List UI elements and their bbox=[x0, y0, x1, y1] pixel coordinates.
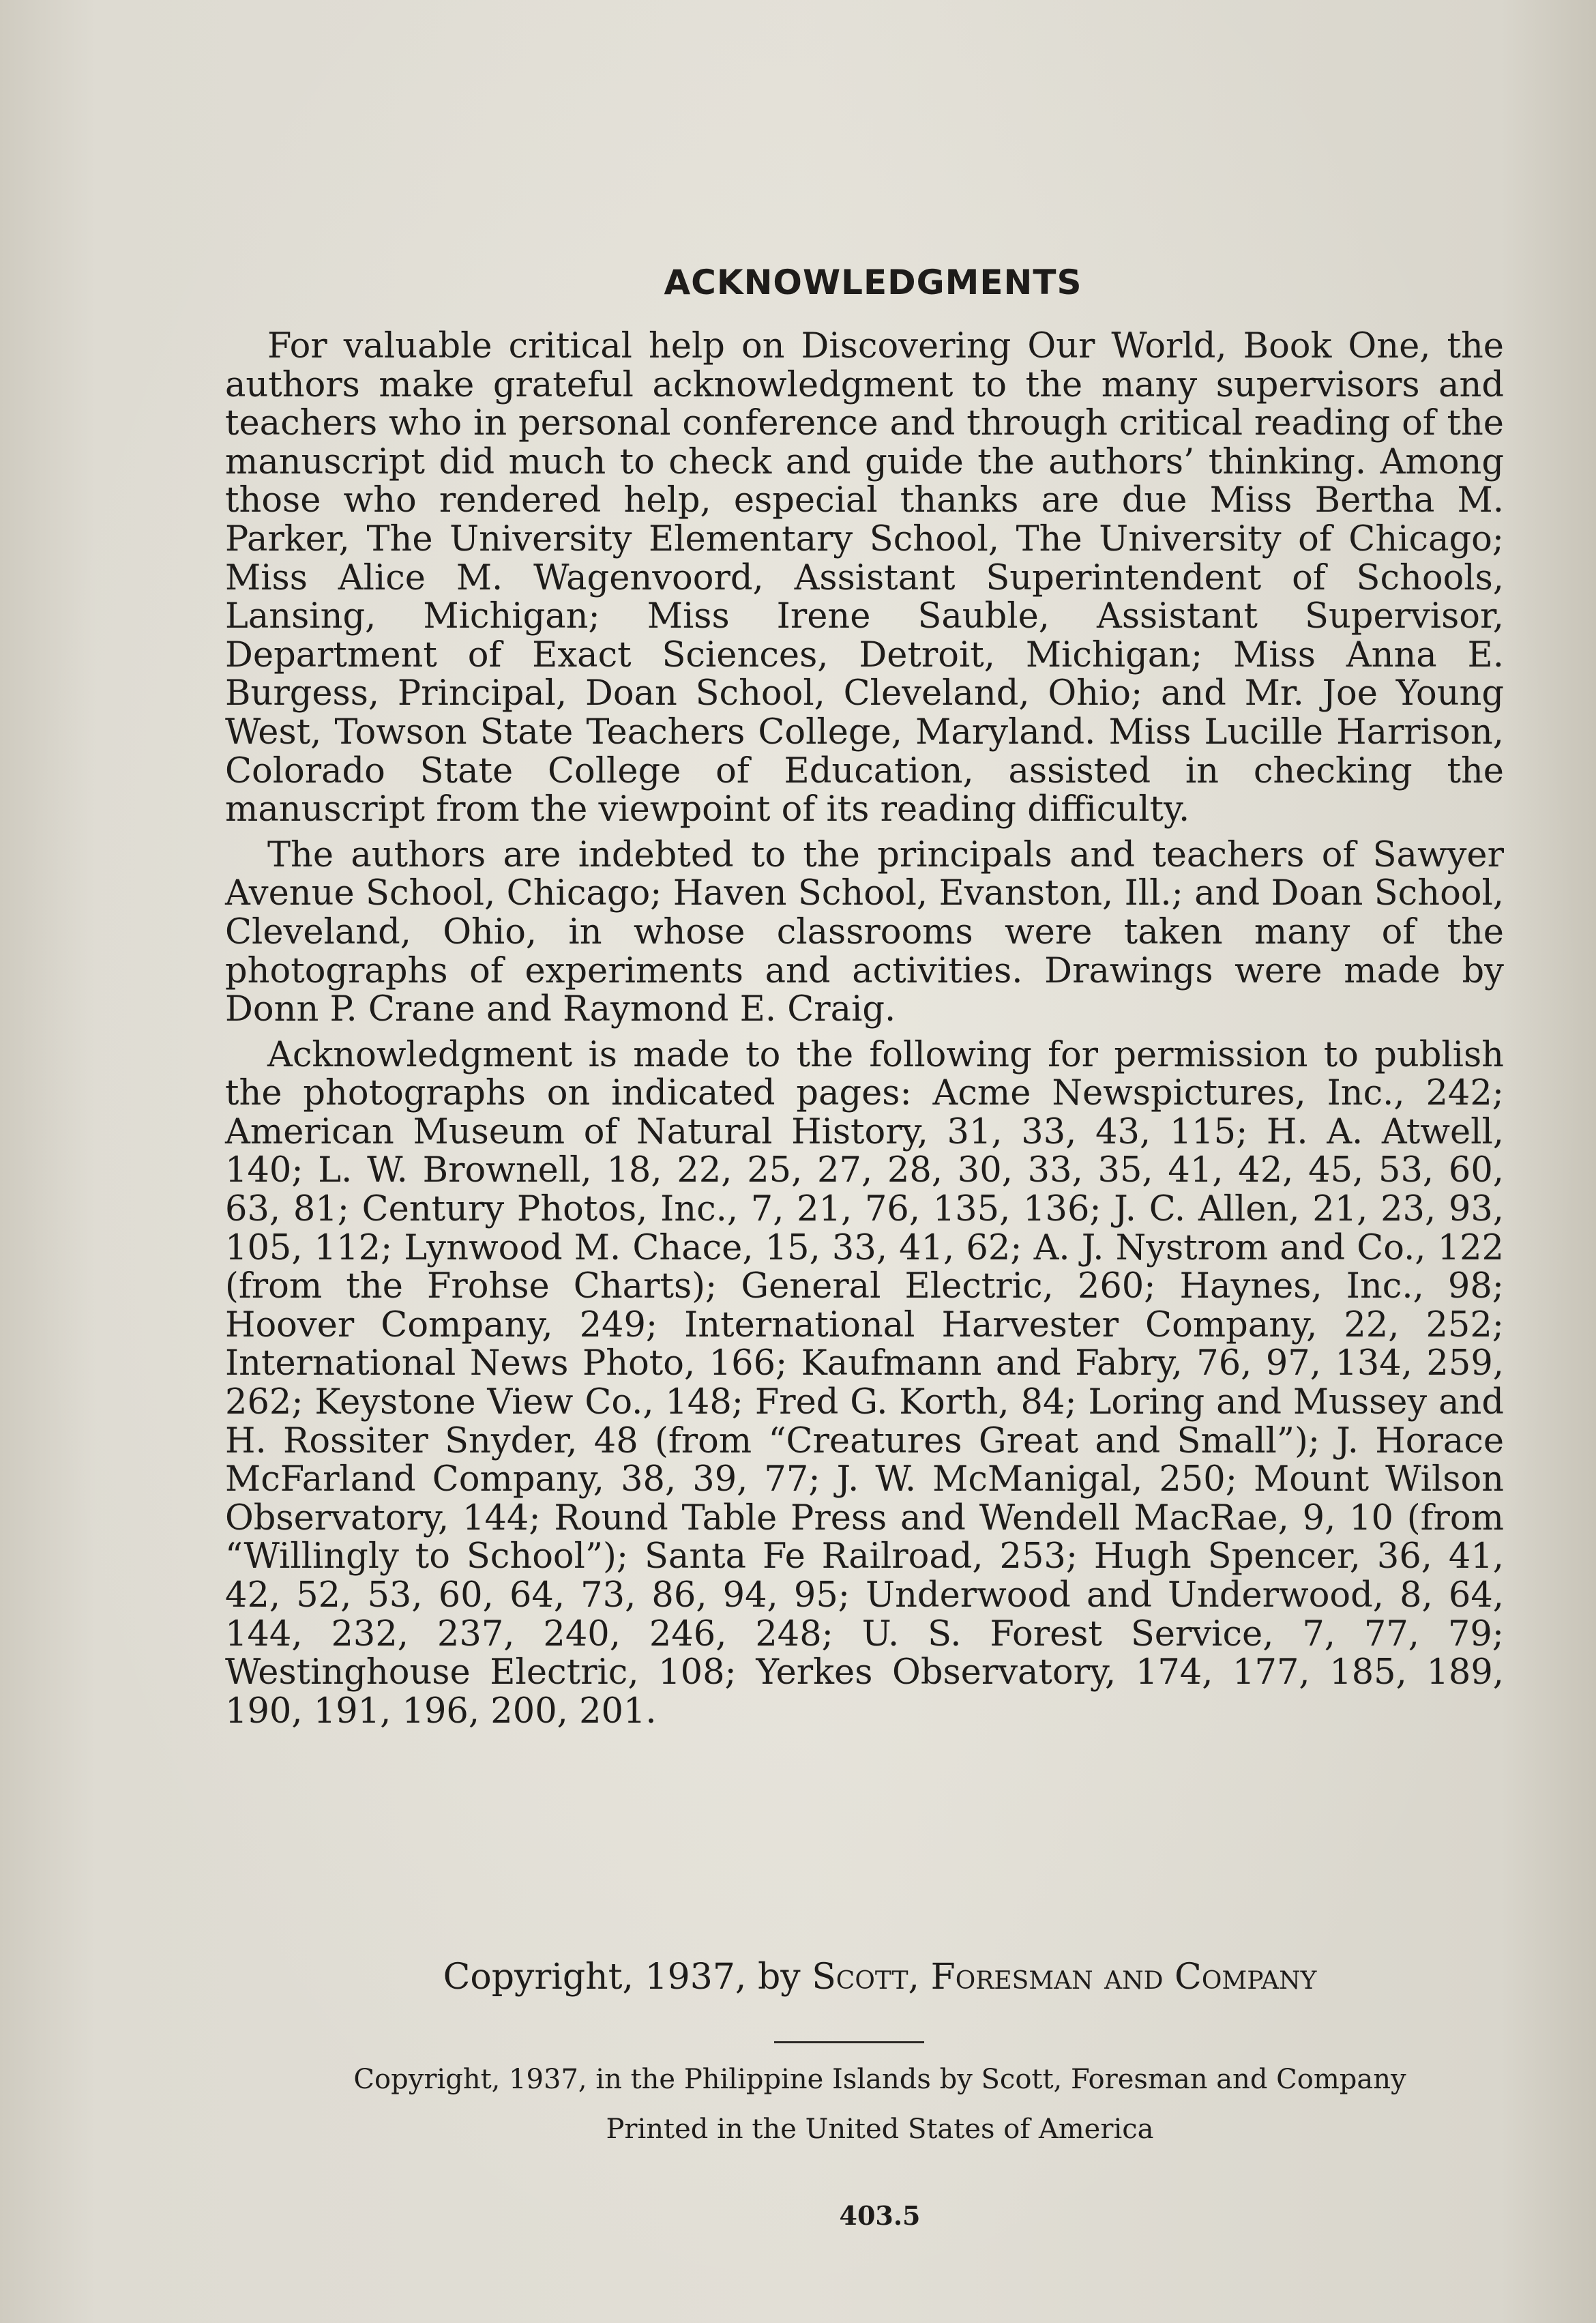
paragraph-photo-credits: Acknowledgment is made to the following for permission to publish the photographs on indicated pages: Acme Newspictures, Inc., 242; American Museum of Natural History, 31, 33, 43, 115; H. A. Atwell, 140; L. W. Brownell, 18, 22, 25, 27, 28, 30, 33, 35, 41, 42, 45, 53, 60, 63, 81; Century Photos, Inc., 7, 21, 76, 135, 136; J. C. Allen, 21, 23, 93, 105, 112; Lynwood M. Chace, 15, 33, 41, 62; A. J. Nystrom and Co., 122 (from the Frohse Charts); General Electric, 260; Haynes, Inc., 98; Hoover Company, 249; International Harvester Company, 22, 252; International News Photo, 166; Kaufmann and Fabry, 76, 97, 134, 259, 262; Keystone View Co., 148; Fred G. Korth, 84; Loring and Mussey and H. Rossiter Snyder, 48 (from “Creatures Great and Small”); J. Horace McFarland Company, 38, 39, 77; J. W. McManigal, 250; Mount Wilson Observatory, 144; Round Table Press and Wendell MacRae, 9, 10 (from “Willingly to School”); Santa Fe Railroad, 253; Hugh Spencer, 36, 41, 42, 52, 53, 60, 64, 73, 86, 94, 95; Underwood and Underwood, 8, 64, 144, 232, 237, 240, 246, 248; U. S. Forest Service, 7, 77, 79; Westinghouse Electric, 108; Yerkes Observatory, 174, 177, 185, 189, 190, 191, 196, 200, 201. bbox=[225, 1034, 1504, 1732]
divider-rule bbox=[774, 2041, 924, 2043]
print-code: 403.5 bbox=[839, 2200, 921, 2231]
acknowledgments-body bbox=[225, 327, 1504, 1731]
publisher-name: Scott, Foresman and Company bbox=[812, 1957, 1317, 1998]
copyright-prefix: Copyright, 1937, by bbox=[443, 1957, 812, 1998]
paragraph-critical-help: For valuable critical help on Discovering Our World, Book One, the authors make grateful acknowledgment to the many supervisors and teachers who in personal conference and through critical reading of the manuscript did much to check and guide the authors’ thinking. Among those who rendered help, especial thanks are due Miss Bertha M. Parker, The University Elementary School, The University of Chicago; Miss Alice M. Wagenvoord, Assistant Superintendent of Schools, Lansing, Michigan; Miss Irene Sauble, Assistant Supervisor, Department of Exact Sciences, Detroit, Michigan; Miss Anna E. Burgess, Principal, Doan School, Cleveland, Ohio; and Mr. Joe Young West, Towson State Teachers College, Maryland. Miss Lucille Harrison, Colorado State College of Education, assisted in checking the manuscript from the viewpoint of its reading difficulty. bbox=[225, 326, 1504, 830]
philippines-copyright: Copyright, 1937, in the Philippine Islands by Scott, Foresman and Company bbox=[353, 2064, 1406, 2095]
copyright-line bbox=[0, 1957, 1596, 1998]
page-heading: ACKNOWLEDGMENTS bbox=[664, 263, 1082, 302]
printed-in-line: Printed in the United States of America bbox=[606, 2114, 1154, 2145]
paragraph-schools: The authors are indebted to the principals and teachers of Sawyer Avenue School, Chicago; Haven School, Evanston, Ill.; and Doan School, Cleveland, Ohio, in whose classrooms were taken many of the photographs of experiments and activities. Drawings were made by Donn P. Crane and Raymond E. Craig. bbox=[225, 834, 1504, 1030]
